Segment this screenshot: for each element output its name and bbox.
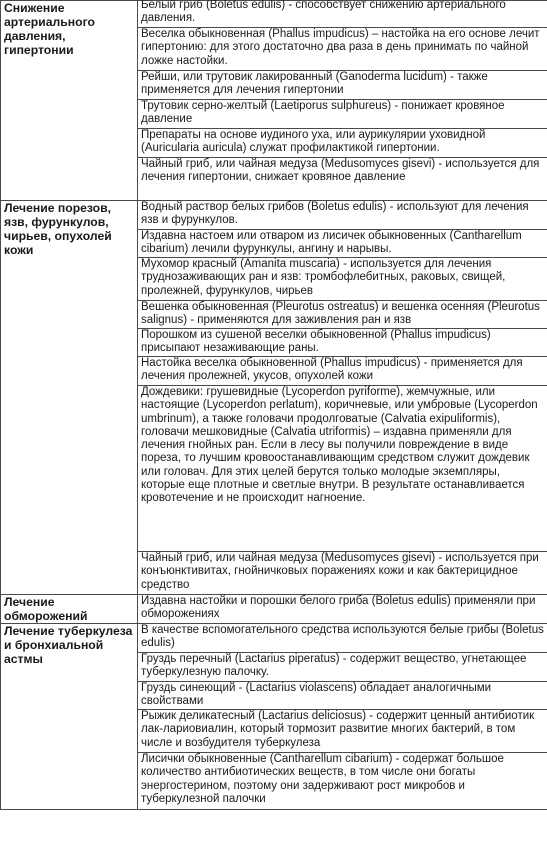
entry-text: Белый гриб (Boletus edulis) - способствует снижению артериального давления. — [141, 0, 506, 25]
entry-cell: Дождевики: грушевидные (Lycoperdon pyriforme), жемчужные, или настоящие (Lycoperdon perlatum), коричневые, или умбровые (Lycoperdon umbrinum), а также головачи продолговатые (Calvatia exipuliformis), головачи мешковидные (Calvatia utriformis) – издавна применяли для лечения гнойных ран. Если в лесу вы получили повреждение в виде пореза, то лучшим кровоостанавливающим средством служит дождевик или головач. Для этих целей берутся только молодые экземпляры, которые еще плотные и светлые внутри. В результате останавливается кровотечение и не происходит нагноение. — [138, 386, 547, 552]
entry-cell: Рыжик деликатесный (Lactarius deliciosus) - содержит ценный антибиотик лак-лариовиалин, который тормозит развитие многих бактерий, в том числе и возбудителя туберкулеза — [138, 710, 547, 753]
entry-cell: Водный раствор белых грибов (Boletus edulis) - используют для лечения язв и фурункулов. — [138, 201, 547, 230]
entry-cell: Препараты на основе иудиного уха, или аурикулярии уховидной (Auricularia auricula) служат профилактикой гипертонии. — [138, 129, 547, 158]
entry-cell: Мухомор красный (Amanita muscaria) - используется для лечения труднозаживающих ран и язв: тромбофлебитных, раковых, свищей, пролежней, фурункулов, чирьев — [138, 258, 547, 301]
entry-cell: В качестве вспомогательного средства используются белые грибы (Boletus edulis) — [138, 624, 547, 653]
entry-cell: Веселка обыкновенная (Phallus impudicus) – настойка на его основе лечит гипертонию: для этого достаточно два раза в день принимать по чайной ложке настойки. — [138, 28, 547, 71]
entry-cell — [138, 1, 547, 28]
category-cell: Лечение туберкулеза и бронхиальной астмы — [1, 624, 138, 810]
entry-cell: Издавна настойки и порошки белого гриба (Boletus edulis) применяли при обморожениях — [138, 595, 547, 624]
entry-cell: Чайный гриб, или чайная медуза (Medusomyces gisevi) - используется для лечения гипертонии, снижает кровяное давление — [138, 158, 547, 201]
table-row — [1, 1, 547, 28]
entry-cell: Груздь перечный (Lactarius piperatus) - содержит вещество, угнетающее туберкулезную палочку. — [138, 653, 547, 682]
entry-cell: Чайный гриб, или чайная медуза (Medusomyces gisevi) - используется при конъюнктивитах, гнойничковых поражениях кожи и как бактерицидное средство — [138, 552, 547, 595]
entry-cell: Вешенка обыкновенная (Pleurotus ostreatus) и вешенка осенняя (Pleurotus salignus) - применяются для заживления ран и язв — [138, 301, 547, 329]
category-cell: Снижение артериального давления, гипертонии — [1, 1, 138, 201]
category-cell: Лечение обморожений — [1, 595, 138, 624]
entry-cell: Трутовик серно-желтый (Laetiporus sulphureus) - понижает кровяное давление — [138, 100, 547, 129]
table-row — [1, 201, 547, 230]
table-row — [1, 595, 547, 624]
entry-cell: Издавна настоем или отваром из лисичек обыкновенных (Cantharellum cibarium) лечили фурункулы, ангину и нарывы. — [138, 230, 547, 258]
entry-cell: Лисички обыкновенные (Cantharellum cibarium) - содержат большое количество антибиотических веществ, в том числе они богаты энергостерином, поэтому они задерживают рост микробов и туберкулезной палочки — [138, 753, 547, 810]
entry-cell: Рейши, или трутовик лакированный (Ganoderma lucidum) - также применяется для лечения гипертонии — [138, 71, 547, 100]
category-cell: Лечение порезов, язв, фурункулов, чирьев, опухолей кожи — [1, 201, 138, 595]
entry-cell: Настойка веселка обыкновенной (Phallus impudicus) - применяется для лечения пролежней, укусов, опухолей кожи — [138, 357, 547, 386]
table-row — [1, 624, 547, 653]
entry-cell: Груздь синеющий - (Lactarius violascens) обладает аналогичными свойствами — [138, 682, 547, 710]
entry-cell: Порошком из сушеной веселки обыкновенной (Phallus impudicus) присыпают незаживающие раны. — [138, 329, 547, 357]
